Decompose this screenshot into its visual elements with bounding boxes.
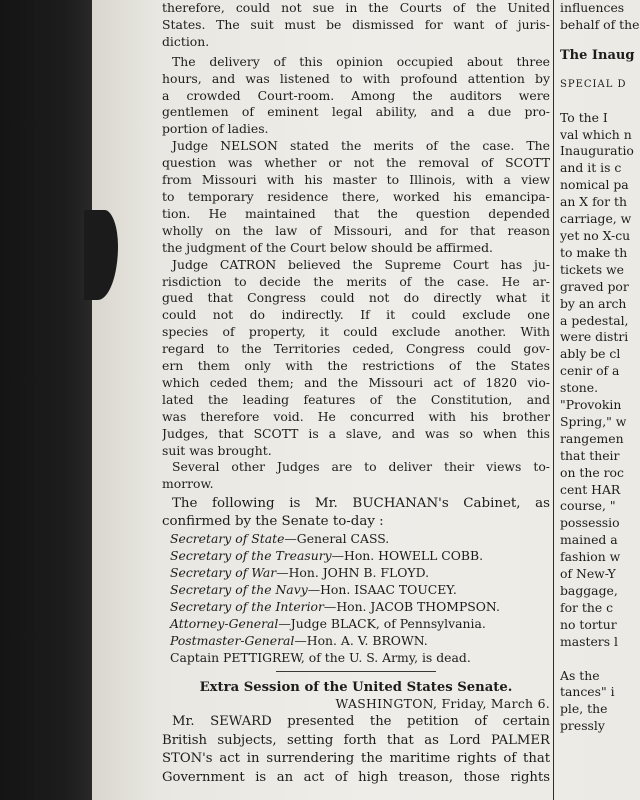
text-line: course, " (560, 498, 616, 514)
text-line: an X for th (560, 194, 627, 210)
text-line: for the c (560, 599, 614, 615)
text-line: gued that Congress could not do directly what it (162, 290, 550, 306)
text-line: influences (560, 0, 625, 15)
text-line: and it is c (560, 160, 622, 176)
text-line: morrow. (162, 476, 214, 492)
text-line: pressly (560, 718, 605, 734)
cabinet-entry: Secretary of State—General CASS. (170, 531, 390, 547)
text-line: ably be cl (560, 346, 621, 362)
text-line: baggage, (560, 583, 618, 598)
cabinet-entry: Secretary of the Treasury—Hon. HOWELL COBB. (170, 548, 484, 564)
text-line: were distri (560, 329, 629, 345)
text-line: The delivery of this opinion occupied about three (172, 53, 550, 69)
cabinet-entry: Secretary of War—Hon. JOHN B. FLOYD. (170, 565, 430, 581)
text-line: fashion w (560, 549, 621, 565)
text-line: a pedestal, (560, 312, 629, 328)
text-line: of New-Y (560, 566, 616, 582)
text-line: portion of ladies. (162, 121, 269, 137)
text-line: As the (560, 667, 600, 683)
text-line: The following is Mr. BUCHANAN's Cabinet, as (172, 496, 550, 512)
text-line: graved por (560, 278, 629, 294)
inauguration-heading: The Inaug (560, 47, 635, 63)
text-line: regard to the Territories ceded, Congress could gov- (162, 341, 550, 357)
text-line: STON's act in surrendering the maritime rights of that (162, 751, 550, 767)
text-line: the judgment of the Court below should be affirmed. (162, 239, 493, 255)
text-line (560, 651, 640, 668)
text-line: Judge NELSON stated the merits of the case. The (172, 138, 550, 154)
senate-section-heading: Extra Session of the United States Senate. (199, 679, 513, 695)
text-line: cent HAR (560, 481, 621, 497)
text-line: gentlemen of eminent legal ability, and a due pro- (162, 104, 550, 120)
text-line: question was whether or not the removal of SCOTT (162, 155, 550, 171)
text-line: ple, the (560, 701, 608, 717)
cabinet-entry: Attorney-General—Judge BLACK, of Pennsylvania. (170, 615, 486, 631)
text-line: wholly on the law of Missouri, and for that reason (162, 222, 550, 238)
text-line: To the I (560, 109, 608, 125)
text-line: to temporary residence there, worked his emancipa- (162, 188, 550, 204)
text-line: which ceded them; and the Missouri act of 1820 vio- (162, 374, 550, 390)
text-line: could not do indirectly. If it could exclude one (162, 307, 550, 323)
cabinet-entry: Secretary of the Navy—Hon. ISAAC TOUCEY. (170, 582, 457, 597)
text-line: no tortur (560, 616, 617, 632)
text-line: to make th (560, 244, 628, 260)
text-line: Spring," w (560, 413, 627, 429)
text-line: tion. He maintained that the question depended (162, 205, 550, 221)
cabinet-entry: Secretary of the Interior—Hon. JACOB THOMPSON. (170, 598, 500, 614)
pettigrew-notice: Captain PETTIGREW, of the U. S. Army, is dead. (170, 649, 471, 665)
text-line: rangemen (560, 430, 624, 446)
cabinet-list (162, 531, 550, 666)
text-line: hours, and was listened to with profound attention by (162, 70, 550, 86)
text-line: carriage, w (560, 211, 632, 227)
text-line: that their (560, 447, 620, 463)
text-line: Several other Judges are to deliver their views to- (172, 459, 550, 475)
text-line: possessio (560, 515, 620, 531)
text-line: by an arch (560, 295, 627, 311)
text-line: species of property, it could exclude another. With (162, 324, 550, 340)
text-line: States. The suit must be dismissed for want of juris- (162, 16, 550, 32)
text-line: risdiction to decide the merits of the case. He ar- (162, 273, 550, 289)
text-line: ern them only with the restrictions of the States (162, 358, 550, 374)
text-line: masters l (560, 633, 618, 649)
text-line: confirmed by the Senate to-day : (162, 514, 384, 530)
text-line: a crowded Court-room. Among the auditors were (162, 87, 550, 103)
text-line: tickets we (560, 261, 624, 277)
right-column-body (560, 110, 640, 736)
text-line: stone. (560, 380, 599, 396)
text-line: nomical pa (560, 177, 629, 193)
special-dispatch-label: SPECIAL D (560, 78, 627, 90)
text-line: tances" i (560, 684, 615, 700)
text-line: therefore, could not sue in the Courts of the United (162, 0, 550, 15)
text-line: was therefore void. He concurred with his brother (162, 408, 550, 424)
para-catron (162, 257, 550, 460)
text-line: Inauguratio (560, 143, 634, 159)
cabinet-intro (162, 495, 550, 531)
text-line: lated the leading features of the Constitution, and (162, 391, 550, 407)
text-line: mained a (560, 532, 618, 548)
text-line: behalf of the (560, 16, 640, 32)
book-binding (0, 0, 96, 800)
right-article-column (560, 0, 640, 800)
text-line: "Provokin (560, 397, 622, 413)
para-other-judges (162, 459, 550, 493)
text-line: British subjects, setting forth that as Lord PALMER (162, 732, 550, 748)
column-rule (553, 0, 554, 800)
text-line: Mr. SEWARD presented the petition of certain (172, 714, 550, 730)
text-line: cenir of a (560, 363, 620, 379)
section-rule (276, 671, 436, 672)
cabinet-entry: Postmaster-General—Hon. A. V. BROWN. (170, 632, 428, 648)
main-article-column (162, 0, 550, 800)
text-line: from Missouri with his master to Illinois, with a view (162, 172, 550, 188)
text-line: diction. (162, 33, 210, 49)
text-line: val which n (560, 126, 632, 142)
text-line: Judges, that SCOTT is a slave, and was so when this (162, 425, 550, 441)
dateline: WASHINGTON, Friday, March 6. (335, 696, 550, 712)
para-nelson (162, 138, 550, 256)
text-line: yet no X-cu (560, 227, 631, 243)
para-seward (162, 713, 550, 787)
para-intro-tail (162, 0, 550, 51)
text-line: Government is an act of high treason, those rights (162, 769, 550, 785)
para-delivery (162, 54, 550, 139)
text-line: suit was brought. (162, 442, 272, 458)
text-line: Judge CATRON believed the Supreme Court has ju- (172, 256, 550, 272)
text-line: on the roc (560, 464, 624, 480)
